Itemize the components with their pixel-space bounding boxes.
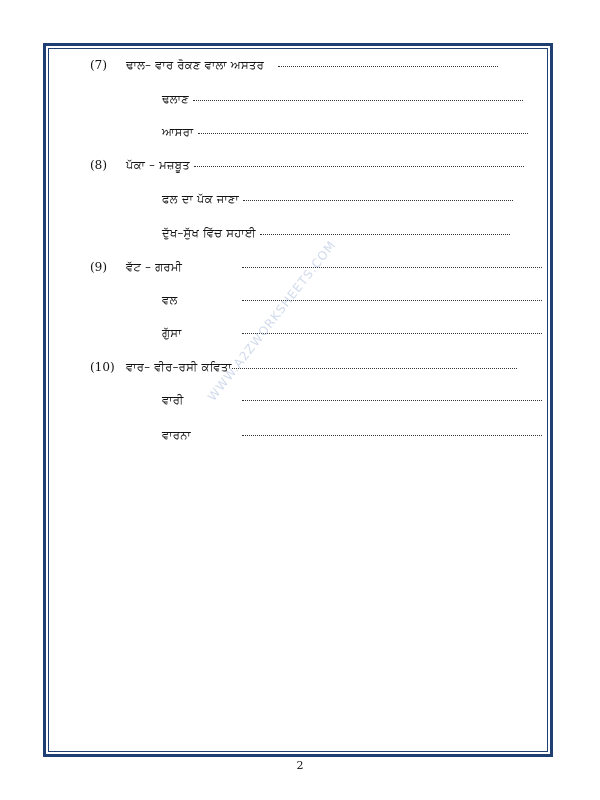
item-8-row — [90, 158, 524, 173]
item-10-row — [90, 360, 517, 375]
item-text: ਢਾਲ– ਵਾਰ ਰੋਕਣ ਵਾਲਾ ਅਸਤਰ — [126, 58, 265, 72]
answer-line[interactable] — [260, 233, 510, 235]
item-text: ਫਲ ਦਾ ਪੱਕ ਜਾਣਾ — [162, 192, 239, 206]
answer-line[interactable] — [194, 165, 524, 167]
item-text: ਪੱਕਾ – ਮਜ਼ਬੂਤ — [126, 158, 190, 172]
watermark: WWW.A2ZWORKSHEETS.COM — [205, 237, 339, 404]
item-text: ਵਾਰੀ — [162, 393, 184, 407]
item-text: ਗੁੱਸਾ — [162, 326, 182, 340]
item-text: ਦੁੱਖ–ਸੁੱਖ ਵਿੱਚ ਸਹਾਈ — [162, 226, 256, 240]
answer-line[interactable] — [242, 434, 542, 436]
item-number: (10) — [90, 360, 115, 374]
item-9b-row — [162, 326, 182, 341]
item-10b-row — [162, 428, 191, 443]
item-7a-row — [162, 92, 523, 107]
page-number: 2 — [296, 759, 304, 772]
item-text: ਆਸਰਾ — [162, 125, 194, 139]
item-text: ਢਲਾਣ — [162, 92, 189, 106]
answer-line[interactable] — [242, 266, 542, 268]
item-number: (9) — [90, 260, 107, 274]
item-9a-row — [162, 293, 178, 308]
item-number: (8) — [90, 158, 107, 172]
item-7-row — [90, 58, 498, 73]
answer-line[interactable] — [232, 367, 517, 369]
answer-line[interactable] — [198, 132, 528, 134]
answer-line[interactable] — [243, 199, 513, 201]
item-8a-row — [162, 192, 513, 207]
item-8b-row — [162, 226, 510, 241]
answer-line[interactable] — [242, 332, 542, 334]
answer-line[interactable] — [193, 99, 523, 101]
item-9-row — [90, 260, 182, 275]
item-number: (7) — [90, 58, 107, 72]
item-7b-row — [162, 125, 528, 140]
answer-line[interactable] — [278, 65, 498, 67]
item-text: ਵਾਰ– ਵੀਰ–ਰਸੀ ਕਵਿਤਾ — [126, 360, 232, 374]
answer-line[interactable] — [242, 399, 542, 401]
item-text: ਵਾਰਨਾ — [162, 428, 191, 442]
item-text: ਵਲ — [162, 293, 178, 307]
item-text: ਵੱਟ – ਗਰਮੀ — [126, 260, 183, 274]
item-10a-row — [162, 393, 184, 408]
